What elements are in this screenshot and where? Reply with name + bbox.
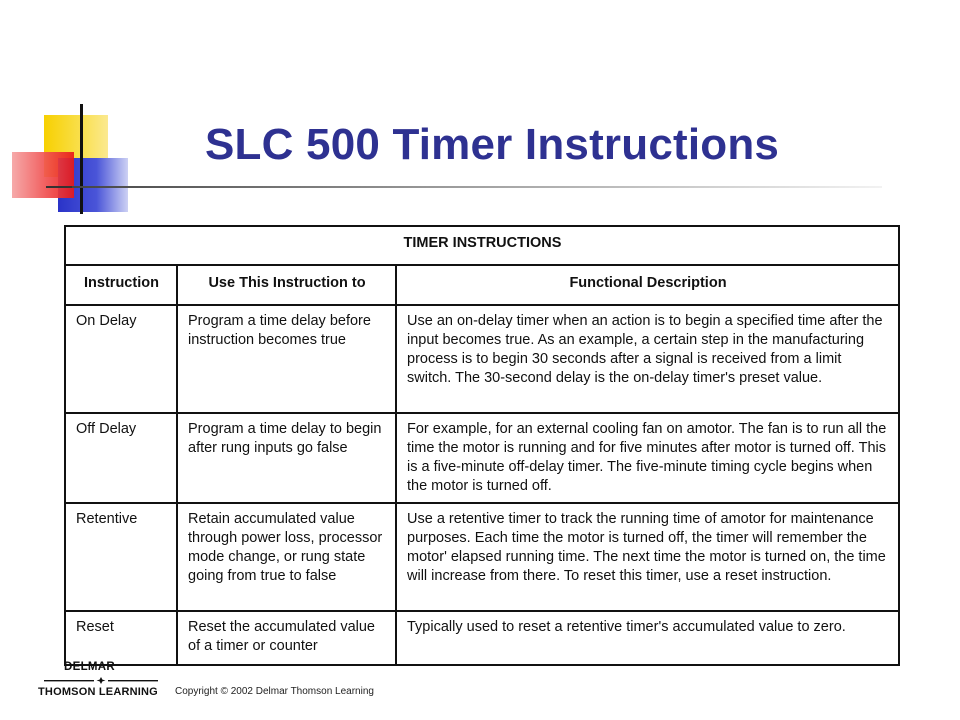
cell-use: Retain accumulated value through power loss, processor mode change, or rung state going from true to false — [177, 503, 396, 611]
header-instruction: Instruction — [65, 265, 177, 305]
slide-title: SLC 500 Timer Instructions — [205, 120, 780, 169]
table-row — [65, 611, 899, 665]
logo-thomson-text: THOMSON LEARNING — [38, 686, 158, 698]
cell-description: Typically used to reset a retentive timer's accumulated value to zero. — [396, 611, 899, 665]
cell-instruction: Retentive — [65, 503, 177, 611]
cell-description: For example, for an external cooling fan on amotor. The fan is to run all the time the motor is running and for five minutes after motor is turned off. This is a five-minute off-delay timer. The five-minute timing cycle begins when the motor is turned off. — [396, 413, 899, 503]
table-caption: TIMER INSTRUCTIONS — [65, 226, 899, 265]
cell-instruction: Reset — [65, 611, 177, 665]
table-row — [65, 503, 899, 611]
timer-instructions-table — [64, 225, 900, 666]
cell-use: Program a time delay before instruction becomes true — [177, 305, 396, 413]
decorative-red-square — [12, 152, 74, 198]
title-underline — [72, 186, 882, 188]
cell-instruction: Off Delay — [65, 413, 177, 503]
table-row — [65, 413, 899, 503]
cell-use: Program a time delay to begin after rung inputs go false — [177, 413, 396, 503]
decorative-vertical-line — [80, 104, 83, 214]
header-description: Functional Description — [396, 265, 899, 305]
logo-delmar-text: DELMAR — [64, 661, 115, 673]
header-use: Use This Instruction to — [177, 265, 396, 305]
table-header-row — [65, 265, 899, 305]
cell-instruction: On Delay — [65, 305, 177, 413]
copyright-notice: Copyright © 2002 Delmar Thomson Learning — [175, 686, 374, 697]
publisher-logo — [38, 661, 166, 701]
cell-use: Reset the accumulated value of a timer or counter — [177, 611, 396, 665]
logo-star-rule-icon — [44, 677, 158, 684]
table-row — [65, 305, 899, 413]
cell-description: Use a retentive timer to track the running time of amotor for maintenance purposes. Each time the motor is turned off, the timer will remember the motor' elapsed running time. The next time the motor is turned on, the time will increase from there. To reset this timer, use a reset instruction. — [396, 503, 899, 611]
cell-description: Use an on-delay timer when an action is to begin a specified time after the input becomes true. As an example, a certain step in the manufacturing process is to begin 30 seconds after a signal is received from a limit switch. The 30-second delay is the on-delay timer's preset value. — [396, 305, 899, 413]
